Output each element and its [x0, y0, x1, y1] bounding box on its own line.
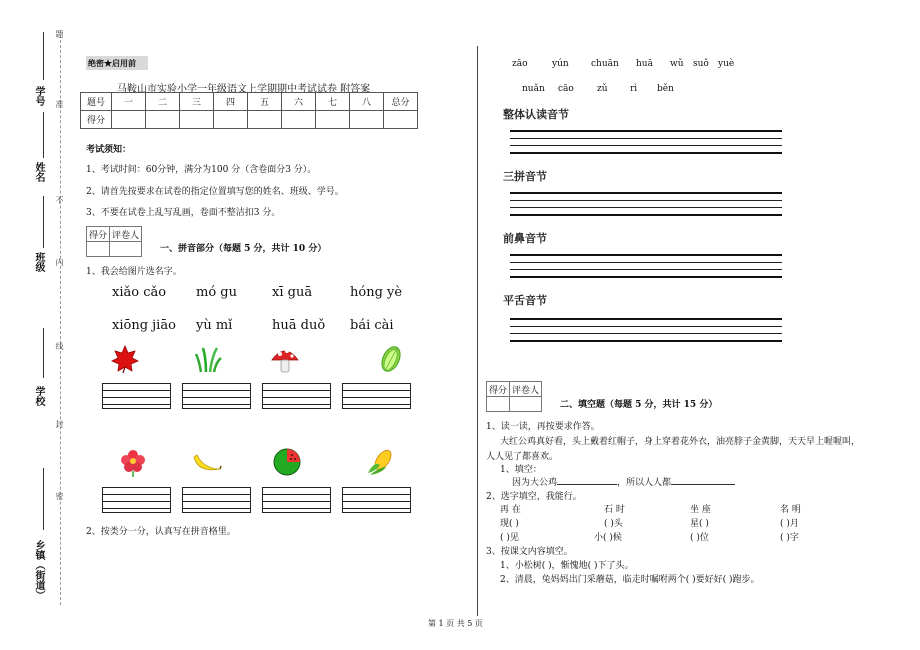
choice-pair: 名 明: [780, 505, 801, 515]
pinyin-option: yù mǐ: [196, 318, 233, 333]
writing-lines[interactable]: [510, 192, 782, 222]
pinyin-writing-box[interactable]: [182, 487, 251, 513]
score-cell[interactable]: [112, 111, 146, 129]
page-footer: 第 1 页 共 5 页: [428, 619, 483, 628]
pinyin-writing-box[interactable]: [102, 383, 171, 409]
syllable: huā: [636, 59, 653, 69]
red-leaf-icon: [110, 344, 140, 374]
pinyin-writing-box[interactable]: [262, 487, 331, 513]
score-table-header-row: [81, 93, 418, 111]
banana-icon: [192, 447, 222, 477]
choice-blank[interactable]: ( )见: [500, 533, 519, 543]
choice-blank[interactable]: ( )头: [604, 519, 623, 529]
syllable: yún: [552, 59, 569, 69]
score-box-label: 得分: [487, 382, 510, 397]
score-box-label: 得分: [87, 227, 110, 242]
score-cell[interactable]: [180, 111, 214, 129]
score-row-label: 得分: [81, 111, 112, 129]
student-id-label: 学号: [33, 86, 44, 106]
question-2: 2、按类分一分，认真写在拼音格里。: [86, 527, 236, 537]
syllable: chuān: [591, 59, 619, 69]
page-divider: [477, 46, 478, 616]
class-label: 班级: [33, 252, 44, 272]
category-label: 三拼音节: [503, 170, 547, 183]
notice-heading: 考试须知：: [86, 145, 132, 155]
page-title: 马鞍山市实验小学一年级语文上学期期中考试试卷 附答案: [117, 84, 371, 95]
choice-pair: 石 时: [604, 505, 625, 515]
score-table: [80, 92, 418, 129]
student-name-line[interactable]: [43, 112, 44, 158]
grader-box-label: 评卷人: [110, 227, 142, 242]
fill-blank[interactable]: [671, 484, 735, 485]
choice-blank[interactable]: ( )字: [780, 533, 799, 543]
fill-sentence: [512, 475, 735, 488]
choice-pair: 坐 座: [690, 505, 711, 515]
seal-char-5: 封: [55, 420, 64, 428]
score-header-cell: 五: [248, 93, 282, 111]
section2-title: 二、填空题（每题 5 分，共计 15 分）: [560, 400, 718, 410]
writing-lines[interactable]: [510, 254, 782, 284]
section2-score-box: [486, 381, 542, 412]
score-cell[interactable]: [282, 111, 316, 129]
town-label: 乡镇（街道）: [33, 540, 44, 600]
pinyin-writing-box[interactable]: [102, 487, 171, 513]
score-header-cell: 二: [146, 93, 180, 111]
score-box-input[interactable]: [487, 397, 510, 412]
score-header-cell: 总分: [384, 93, 418, 111]
seal-char-4: 线: [55, 342, 64, 350]
passage-text: 人人见了都喜欢。: [486, 452, 559, 462]
writing-lines[interactable]: [510, 130, 782, 160]
score-cell[interactable]: [384, 111, 418, 129]
pinyin-option: xī guā: [272, 285, 313, 300]
grader-box-label: 评卷人: [510, 382, 542, 397]
binding-dashed-line: [60, 30, 61, 605]
seal-char-1: 准: [55, 100, 64, 108]
question-3: 3、按课文内容填空。: [486, 547, 573, 557]
passage-text: 大红公鸡真好看，头上戴着红帽子，身上穿着花外衣，油亮脖子金黄脚，天天早上喔喔叫，: [500, 437, 861, 447]
section1-score-box: [86, 226, 142, 257]
binding-mark-top: 题: [55, 30, 64, 38]
grass-icon: [193, 344, 223, 374]
score-header-cell: 三: [180, 93, 214, 111]
pinyin-option: bái cài: [350, 318, 394, 333]
syllable: rì: [630, 84, 638, 94]
score-header-cell: 八: [350, 93, 384, 111]
syllable: běn: [657, 84, 674, 94]
student-id-line[interactable]: [43, 32, 44, 80]
category-label: 平舌音节: [503, 294, 547, 307]
pinyin-writing-box[interactable]: [182, 383, 251, 409]
mushroom-icon: [270, 344, 300, 374]
choice-blank[interactable]: 现( ): [500, 519, 519, 529]
syllable: yuè: [718, 59, 735, 69]
syllable: cāo: [558, 84, 574, 94]
syllable: wǔ: [670, 59, 684, 69]
fill-sentence-b: ，所以人人都: [617, 478, 672, 488]
section1-title: 一、拼音部分（每题 5 分，共计 10 分）: [160, 244, 327, 254]
syllable: suǒ: [693, 59, 709, 69]
pinyin-option: xiǎo cǎo: [112, 285, 167, 300]
pinyin-writing-box[interactable]: [342, 487, 411, 513]
score-cell[interactable]: [316, 111, 350, 129]
choice-blank[interactable]: 星( ): [690, 519, 709, 529]
score-table-score-row: [81, 111, 418, 129]
pinyin-option: hóng yè: [350, 285, 403, 300]
syllable: zǔ: [597, 84, 608, 94]
grader-box-input[interactable]: [510, 397, 542, 412]
score-cell[interactable]: [146, 111, 180, 129]
pinyin-option: huā duǒ: [272, 318, 326, 333]
seal-char-3: 内: [55, 258, 64, 266]
score-cell[interactable]: [214, 111, 248, 129]
score-cell[interactable]: [350, 111, 384, 129]
choice-pair: 再 在: [500, 505, 521, 515]
cabbage-icon: [376, 344, 406, 374]
score-header-cell: 四: [214, 93, 248, 111]
score-header-cell: 一: [112, 93, 146, 111]
pinyin-option: mó gu: [196, 285, 237, 300]
question-1: 1、读一读，再按要求作答。: [486, 422, 600, 432]
flower-icon: [118, 447, 148, 477]
question-1: 1、我会给图片选名字。: [86, 267, 182, 277]
class-line[interactable]: [43, 196, 44, 248]
score-box-input[interactable]: [87, 242, 110, 257]
category-label: 整体认读音节: [503, 108, 569, 121]
fill-item[interactable]: 2、清晨，兔妈妈出门采蘑菇，临走时嘱咐两个( )要好好( )跑步。: [500, 575, 760, 585]
fill-label: 1、填空：: [500, 465, 542, 475]
fill-item[interactable]: 1、小松树( )，惭愧地( )下了头。: [500, 561, 634, 571]
syllable: zāo: [512, 59, 528, 69]
pinyin-writing-box[interactable]: [342, 383, 411, 409]
watermelon-icon: [272, 447, 302, 477]
school-line[interactable]: [43, 328, 44, 378]
school-label: 学校: [33, 386, 44, 406]
choice-blank[interactable]: ( )位: [690, 533, 709, 543]
notice-item: 2、请首先按要求在试卷的指定位置填写您的姓名、班级、学号。: [86, 187, 344, 197]
score-cell[interactable]: [248, 111, 282, 129]
choice-blank[interactable]: 小( )候: [594, 533, 622, 543]
notice-item: 1、考试时间：60分钟，满分为100 分（含卷面分3 分）。: [86, 165, 317, 175]
town-line[interactable]: [43, 468, 44, 530]
score-header-cell: 题号: [81, 93, 112, 111]
pinyin-option: xiōng jiāo: [112, 318, 176, 333]
fill-sentence-a: 因为大公鸡: [512, 478, 558, 488]
confidential-stamp: 绝密★启用前: [86, 56, 148, 70]
question-2: 2、选字填空，我能行。: [486, 492, 582, 502]
writing-lines[interactable]: [510, 318, 782, 348]
student-name-label: 姓名: [33, 162, 44, 182]
category-label: 前鼻音节: [503, 232, 547, 245]
choice-blank[interactable]: ( )月: [780, 519, 799, 529]
notice-item: 3、不要在试卷上乱写乱画，卷面不整洁扣3 分。: [86, 208, 281, 218]
corn-icon: [366, 447, 396, 477]
syllable: nuǎn: [522, 84, 545, 94]
seal-char-2: 不: [55, 196, 64, 204]
score-header-cell: 七: [316, 93, 350, 111]
fill-blank[interactable]: [557, 484, 617, 485]
seal-char-6: 密: [55, 492, 64, 500]
grader-box-input[interactable]: [110, 242, 142, 257]
pinyin-writing-box[interactable]: [262, 383, 331, 409]
score-header-cell: 六: [282, 93, 316, 111]
